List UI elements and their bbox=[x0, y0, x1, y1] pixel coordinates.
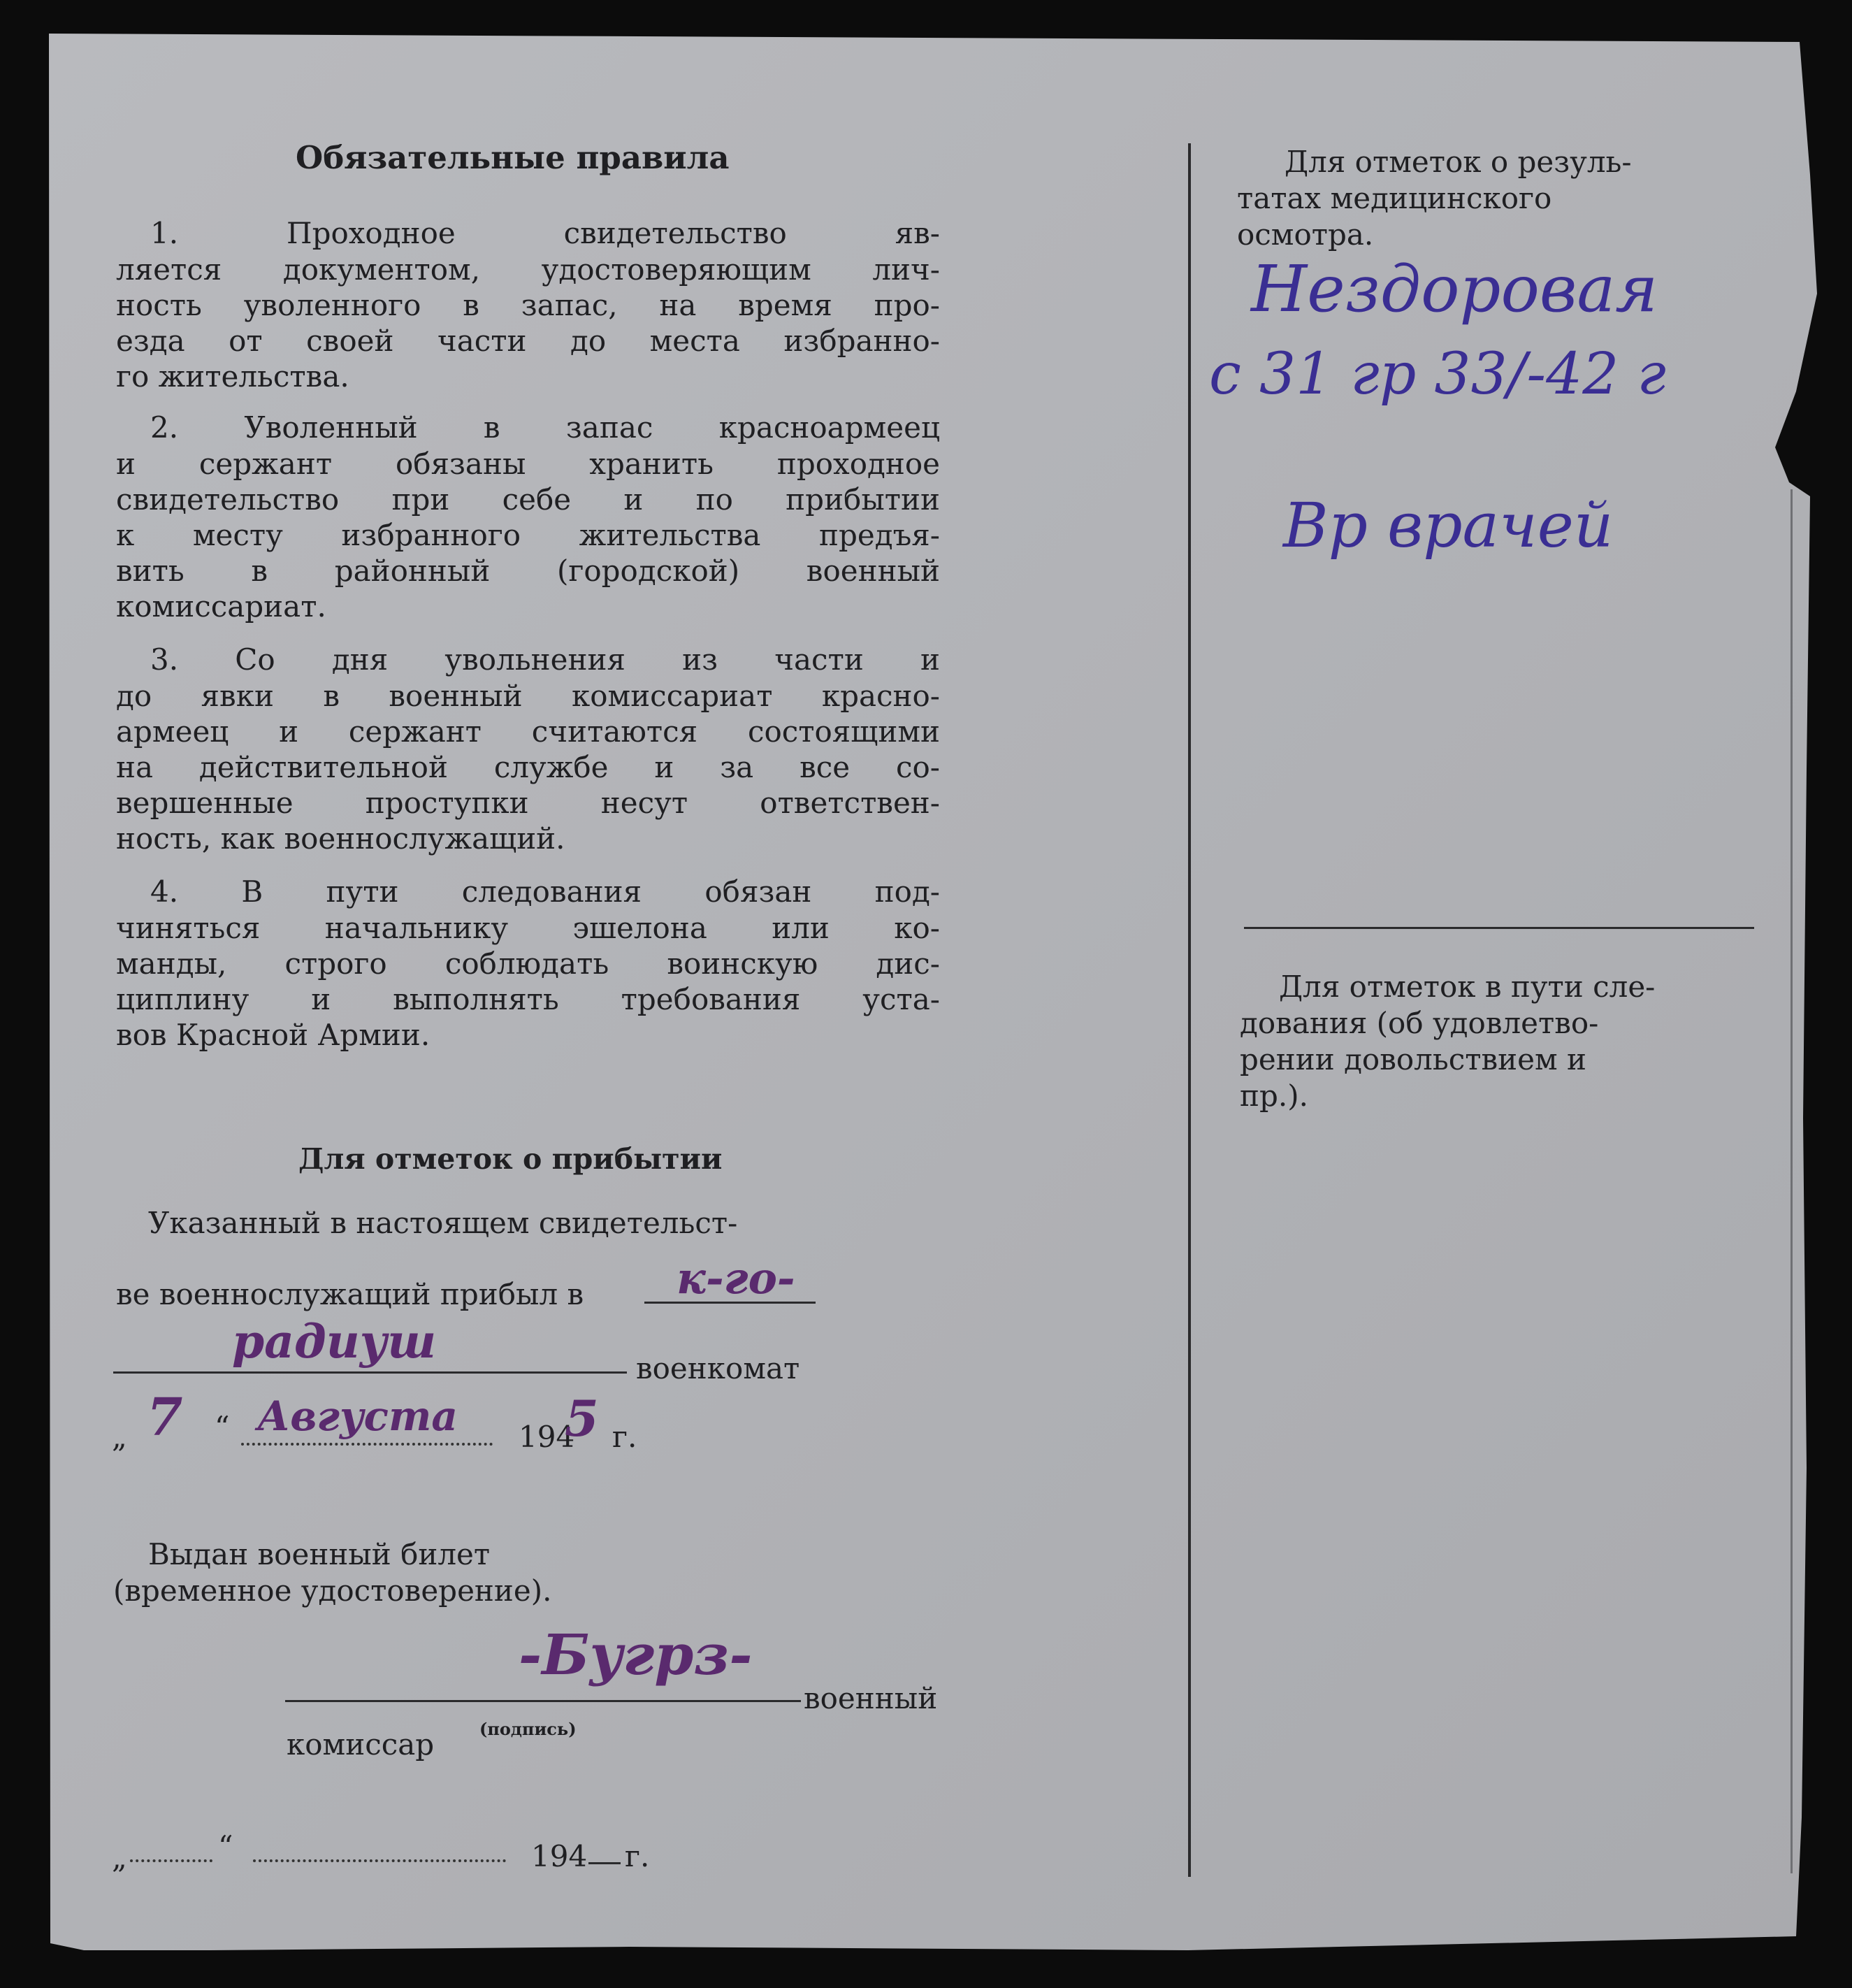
issued-line-2: (временное удостоверение). bbox=[113, 1573, 552, 1608]
handwritten-place-1: к-го- bbox=[677, 1253, 795, 1304]
rule-2-line: и сержант обязаны хранить проходное bbox=[116, 447, 940, 481]
bottom-date-year: 194 bbox=[531, 1839, 588, 1873]
rule-3-line: ность, как военнослужащий. bbox=[116, 821, 565, 856]
rule-4-line: циплину и выполнять требования уста- bbox=[116, 982, 940, 1016]
arrival-text-line: Указанный в настоящем свидетельст- bbox=[148, 1206, 738, 1240]
handwritten-medical-2: с 31 гр 33/-42 г bbox=[1209, 341, 1666, 408]
bottom-date-month-dots bbox=[253, 1859, 506, 1862]
date-year-prefix: 194 bbox=[519, 1420, 575, 1454]
rule-2-line: свидетельство при себе и по прибытии bbox=[116, 482, 940, 517]
commissar-suffix: военный bbox=[804, 1681, 938, 1715]
transit-title-line: Для отметок в пути сле- bbox=[1279, 970, 1656, 1004]
rule-2-line: 2. Уволенный в запас красноармеец bbox=[150, 410, 940, 445]
rule-3-line: вершенные проступки несут ответствен- bbox=[116, 786, 940, 820]
rule-1-line: 1. Проходное свидетельство яв- bbox=[150, 216, 940, 250]
bottom-date-open-quote: „ bbox=[112, 1841, 127, 1875]
handwritten-year-digit: 5 bbox=[565, 1390, 599, 1448]
bottom-date-close-quote: “ bbox=[218, 1829, 233, 1864]
rule-3-line: 3. Со дня увольнения из части и bbox=[150, 642, 940, 677]
right-edge-rule bbox=[1790, 489, 1793, 1873]
column-divider bbox=[1188, 143, 1191, 1877]
transit-title-line: пр.). bbox=[1240, 1079, 1308, 1113]
voenkomat-label: военкомат bbox=[636, 1351, 800, 1385]
handwritten-day: 7 bbox=[147, 1388, 183, 1448]
rule-4-line: чиняться начальнику эшелона или ко- bbox=[116, 911, 940, 945]
date-year-suffix: г. bbox=[612, 1420, 637, 1454]
rule-1-line: го жительства. bbox=[116, 359, 349, 394]
signature-caption: (подпись) bbox=[479, 1719, 577, 1739]
rule-4-line: вов Красной Армии. bbox=[116, 1018, 431, 1052]
date-close-quote: “ bbox=[215, 1410, 230, 1444]
rule-4-line: 4. В пути следования обязан под- bbox=[150, 874, 940, 909]
medical-title-line: татах медицинского bbox=[1237, 181, 1552, 215]
transit-title-line: дования (об удовлетво- bbox=[1240, 1006, 1599, 1040]
rules-title: Обязательные правила bbox=[296, 139, 730, 176]
handwritten-place-2: радиуш bbox=[232, 1314, 437, 1369]
medical-bottom-rule bbox=[1244, 927, 1754, 929]
transit-title-line: рении довольствием и bbox=[1240, 1042, 1586, 1076]
medical-title-line: Для отметок о резуль- bbox=[1285, 145, 1632, 179]
medical-title-line: осмотра. bbox=[1237, 217, 1374, 252]
bottom-date-day-dots bbox=[130, 1859, 212, 1862]
commissar-signature-line bbox=[285, 1700, 801, 1702]
rule-3-line: на действительной службе и за все со- bbox=[116, 750, 940, 784]
rule-1-line: ляется документом, удостоверяющим лич- bbox=[116, 252, 940, 287]
commissar-label: комиссар bbox=[287, 1727, 435, 1762]
date-open-quote: „ bbox=[112, 1420, 127, 1454]
arrival-title: Для отметок о прибытии bbox=[298, 1142, 723, 1176]
date-month-dots bbox=[241, 1443, 493, 1446]
handwritten-medical-1: Нездоровая bbox=[1251, 252, 1658, 326]
arrival-text-line: ве военнослужащий прибыл в bbox=[116, 1277, 584, 1311]
rule-4-line: манды, строго соблюдать воинскую дис- bbox=[116, 946, 940, 981]
commissar-signature: -Бугрз- bbox=[519, 1622, 753, 1687]
rule-1-line: ность уволенного в запас, на время про- bbox=[116, 288, 940, 322]
arrival-place-underline-2 bbox=[113, 1371, 627, 1374]
rule-2-line: вить в районный (городской) военный bbox=[116, 554, 940, 588]
bottom-date-year-underline bbox=[588, 1862, 621, 1864]
issued-line-1: Выдан военный билет bbox=[148, 1537, 491, 1571]
handwritten-medical-3: Вр врачей bbox=[1283, 489, 1614, 561]
rule-2-line: комиссариат. bbox=[116, 589, 326, 624]
rule-3-line: армеец и сержант считаются состоящими bbox=[116, 714, 940, 749]
rule-3-line: до явки в военный комиссариат красно- bbox=[116, 679, 940, 713]
rule-1-line: езда от своей части до места избранно- bbox=[116, 324, 940, 358]
bottom-date-suffix: г. bbox=[625, 1839, 650, 1873]
handwritten-month: Августа bbox=[257, 1392, 458, 1440]
rule-2-line: к месту избранного жительства предъя- bbox=[116, 518, 940, 552]
